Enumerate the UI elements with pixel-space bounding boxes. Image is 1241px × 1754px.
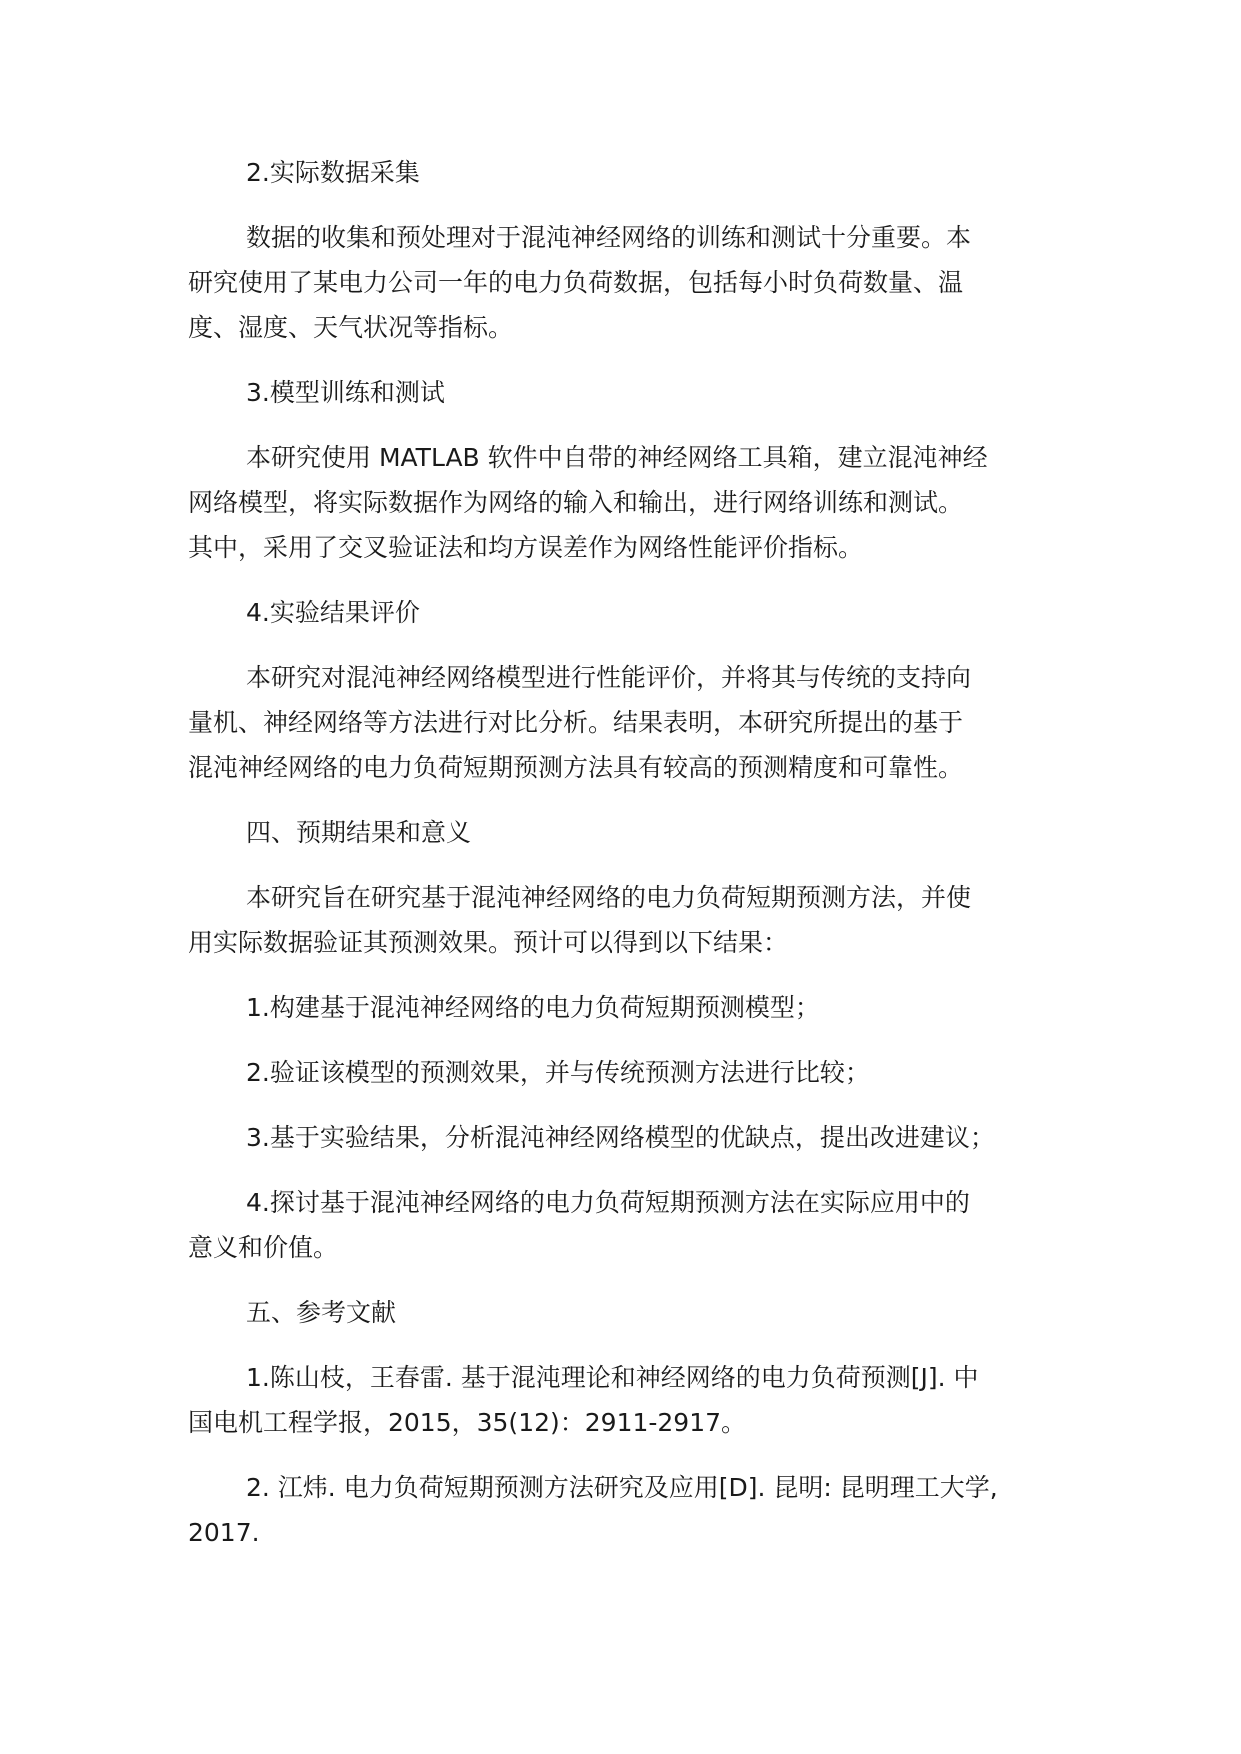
list-item-result-1: 1.构建基于混沌神经网络的电力负荷短期预测模型； bbox=[246, 993, 820, 1022]
list-item-result-4: 4.探讨基于混沌神经网络的电力负荷短期预测方法在实际应用中的 意义和价值。 bbox=[188, 1188, 970, 1262]
list-item-result-2: 2.验证该模型的预测效果，并与传统预测方法进行比较； bbox=[246, 1058, 870, 1087]
reference-2: 2. 江炜. 电力负荷短期预测方法研究及应用[D]. 昆明: 昆明理工大学, 2017. bbox=[188, 1473, 998, 1547]
section-heading-expected-results: 四、预期结果和意义 bbox=[246, 818, 472, 847]
section-heading-results-evaluation: 4.实验结果评价 bbox=[246, 598, 420, 627]
paragraph-results-evaluation: 本研究对混沌神经网络模型进行性能评价，并将其与传统的支持向 量机、神经网络等方法进行对比分析。结果表明，本研究所提出的基于 混沌神经网络的电力负荷短期预测方法具有较高的预测精度和可靠性。 bbox=[188, 663, 972, 782]
section-heading-references: 五、参考文献 bbox=[246, 1298, 397, 1327]
document-body bbox=[188, 150, 1068, 1575]
section-heading-data-collection: 2.实际数据采集 bbox=[246, 158, 420, 187]
list-item-result-3: 3.基于实验结果，分析混沌神经网络模型的优缺点，提出改进建议； bbox=[246, 1123, 995, 1152]
paragraph-data-collection: 数据的收集和预处理对于混沌神经网络的训练和测试十分重要。本 研究使用了某电力公司一年的电力负荷数据，包括每小时负荷数量、温 度、湿度、天气状况等指标。 bbox=[188, 223, 972, 342]
paragraph-model-training: 本研究使用 MATLAB 软件中自带的神经网络工具箱，建立混沌神经 网络模型，将实际数据作为网络的输入和输出，进行网络训练和测试。 其中，采用了交叉验证法和均方误差作为网络性能评价指标。 bbox=[188, 443, 988, 562]
paragraph-expected-results: 本研究旨在研究基于混沌神经网络的电力负荷短期预测方法，并使 用实际数据验证其预测效果。预计可以得到以下结果： bbox=[188, 883, 972, 957]
section-heading-model-training: 3.模型训练和测试 bbox=[246, 378, 445, 407]
reference-1: 1.陈山枝，王春雷. 基于混沌理论和神经网络的电力负荷预测[J]. 中 国电机工程学报，2015，35(12)：2911-2917。 bbox=[188, 1363, 979, 1437]
